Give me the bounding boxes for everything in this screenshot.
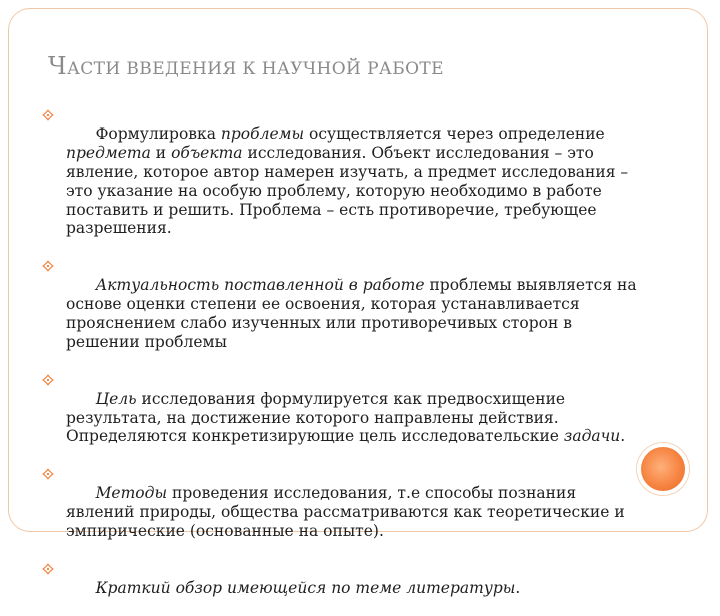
bullet-segment-italic: Краткий обзор имеющейся по теме литературы [95,578,516,597]
fleuron-icon [42,561,66,575]
bullet-text [66,465,637,560]
bullet-segment: . [620,427,626,446]
bullet-segment: исследования. Объект исследования – это явление, которое автор намерен изучать, а предмет исследования – это указание на особую проблему, которую необходимо в работе поставить и решить. Проблема – есть противоречие, требующее разрешения. [66,143,634,238]
bullet-segment-italic: Методы [95,484,168,503]
bullet-item [42,257,642,370]
bullet-segment-italic: Актуальность поставленной в работе [95,276,425,295]
fleuron-icon [42,107,66,121]
bullet-segment-italic: объекта [171,143,243,162]
bullet-segment: проведения исследования, т.е способы познания явлений природы, общества рассматриваются как теоретические и эмпирические (основанные на опыте). [66,484,630,540]
bullet-segment: Формулировка [95,124,221,143]
bullet-text [66,371,637,466]
title-first-letter: Ч [48,52,67,80]
title-rest: АСТИ ВВЕДЕНИЯ К НАУЧНОЙ РАБОТЕ [66,59,444,79]
bullet-item [42,560,637,616]
bullet-text [66,560,637,616]
fleuron-icon [42,372,66,386]
bullet-item [42,106,637,257]
bullet-segment: и [150,143,172,162]
bullet-segment-italic: проблемы [220,124,305,143]
slide-title [48,52,444,80]
bullet-segment: исследования формулируется как предвосхищение результата, на достижение которого направлены действия. Определяются конкретизирующие цель исследовательские [66,389,571,446]
bullet-segment: проблемы выявляется на основе оценки степени ее освоения, которая устанавливается прояснением слабо изученных или противоречивых сторон в решении проблемы [66,276,642,351]
bullet-segment: . [515,578,521,597]
bullet-item [42,371,637,466]
orange-orb-icon [641,447,685,491]
fleuron-icon [42,258,66,272]
fleuron-icon [42,466,66,480]
bullet-segment-italic: Цель [95,389,137,408]
bullet-segment-italic: предмета [66,143,151,162]
bullet-text [66,106,637,257]
bullet-segment: осуществляется через определение [304,124,610,143]
bullet-item [42,465,637,560]
bullet-segment-italic: задачи [563,427,621,446]
bullet-text [66,257,642,370]
